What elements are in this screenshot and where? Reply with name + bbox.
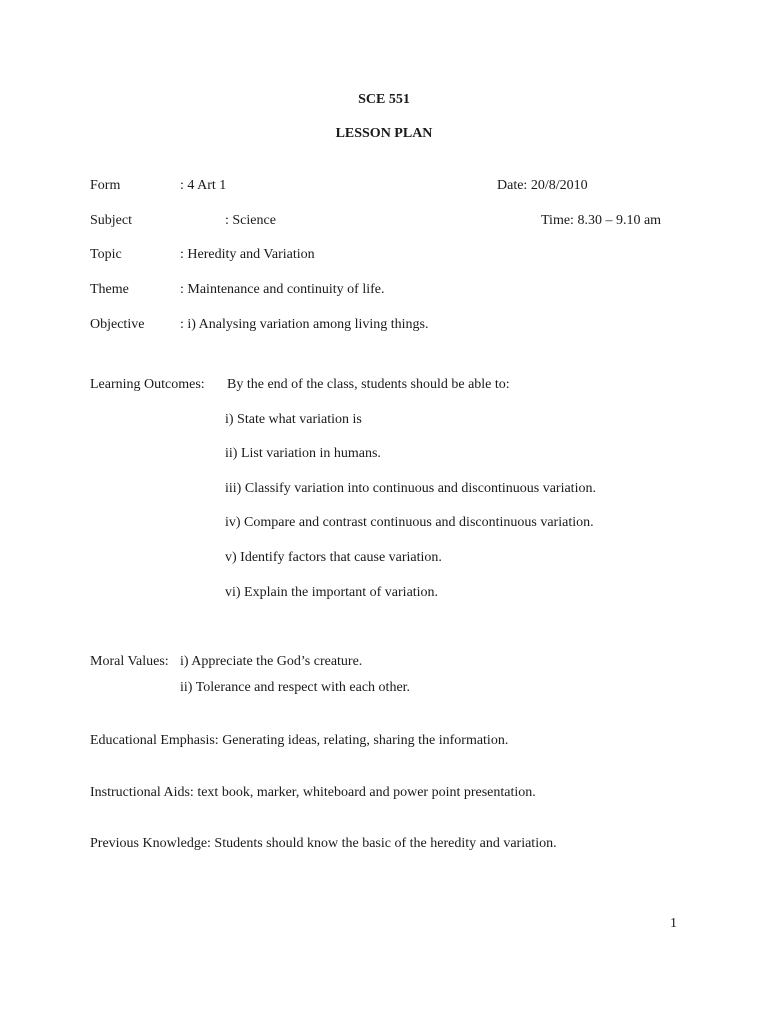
form-value: : 4 Art 1 [180,178,227,193]
theme-value: : Maintenance and continuity of life. [180,282,385,297]
page-number: 1 [670,916,677,931]
previous-knowledge: Previous Knowledge: Students should know the basic of the heredity and variation. [90,836,557,851]
learning-outcomes-label: Learning Outcomes: [90,377,205,392]
learning-outcome-item: vi) Explain the important of variation. [225,585,439,600]
moral-value-item: i) Appreciate the God’s creature. [180,654,363,669]
topic-label: Topic [90,247,122,262]
educational-emphasis: Educational Emphasis: Generating ideas, relating, sharing the information. [90,733,509,748]
learning-outcome-item: iii) Classify variation into continuous and discontinuous variation. [225,481,596,496]
learning-outcome-item: v) Identify factors that cause variation. [225,550,442,565]
learning-outcome-item: iv) Compare and contrast continuous and discontinuous variation. [225,515,594,530]
objective-value: : i) Analysing variation among living things. [180,317,429,332]
subject-value: : Science [225,213,276,228]
moral-value-item: ii) Tolerance and respect with each other. [180,680,411,695]
theme-label: Theme [90,282,129,297]
document-title: LESSON PLAN [335,126,433,141]
form-label: Form [90,178,121,193]
learning-outcome-item: ii) List variation in humans. [225,446,381,461]
date-text: Date: 20/8/2010 [497,178,588,193]
subject-label: Subject [90,213,132,228]
objective-label: Objective [90,317,145,332]
topic-value: : Heredity and Variation [180,247,315,262]
time-text: Time: 8.30 – 9.10 am [541,213,662,228]
moral-values-label: Moral Values: [90,654,169,669]
instructional-aids: Instructional Aids: text book, marker, whiteboard and power point presentation. [90,785,536,800]
course-code: SCE 551 [358,92,410,107]
learning-outcomes-intro: By the end of the class, students should be able to: [227,377,510,392]
learning-outcome-item: i) State what variation is [225,412,362,427]
